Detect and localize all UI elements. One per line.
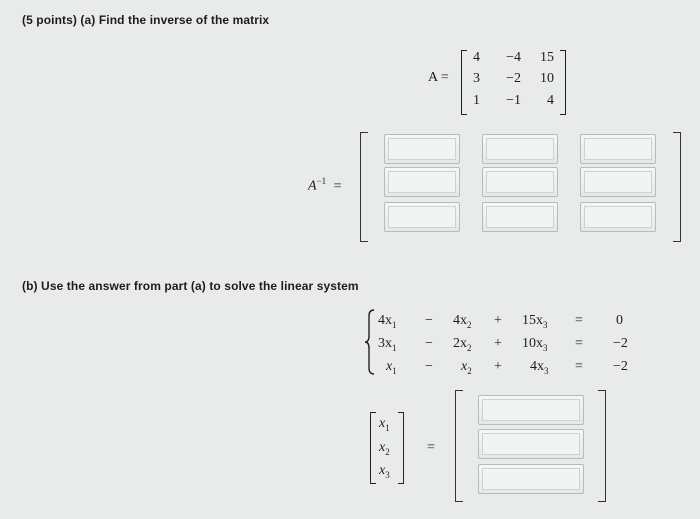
term-x1-coef: x xyxy=(386,359,393,374)
inverse-input-r2c1[interactable] xyxy=(384,167,460,197)
inverse-symbol: A xyxy=(308,178,317,194)
solution-input-x3[interactable] xyxy=(478,464,584,494)
operator: + xyxy=(494,359,502,374)
term-sub: 3 xyxy=(543,319,548,330)
matrix-a-right-bracket xyxy=(560,50,566,115)
rhs-value: −2 xyxy=(613,359,628,374)
inverse-superscript: −1 xyxy=(316,176,327,186)
solution-input-x1[interactable] xyxy=(478,395,584,425)
matrix-a-cell: −1 xyxy=(506,93,521,108)
equals: = xyxy=(575,359,583,374)
term-x2-coef: 2x xyxy=(453,336,467,351)
operator: − xyxy=(425,336,433,351)
solution-left-bracket xyxy=(455,390,463,502)
term-sub: 2 xyxy=(467,365,472,376)
vector-left-bracket xyxy=(370,412,376,484)
term-x2-coef: 4x xyxy=(453,313,467,328)
inverse-input-r3c1[interactable] xyxy=(384,202,460,232)
equals: = xyxy=(575,336,583,351)
matrix-a-cell: 4 xyxy=(547,93,554,108)
matrix-a-cell: 10 xyxy=(540,71,554,86)
matrix-a-cell: −4 xyxy=(506,50,521,65)
term-x2-coef: x xyxy=(461,359,468,374)
inverse-input-r2c2[interactable] xyxy=(482,167,558,197)
solution-right-bracket xyxy=(598,390,606,502)
term-x1-coef: 3x xyxy=(378,336,392,351)
solution-input-x2[interactable] xyxy=(478,429,584,459)
part-a-heading: (5 points) (a) Find the inverse of the matrix xyxy=(22,13,270,27)
inverse-input-r1c3[interactable] xyxy=(580,134,656,164)
term-sub: 1 xyxy=(392,342,397,353)
equals: = xyxy=(575,313,583,328)
term-sub: 3 xyxy=(543,342,548,353)
term-sub: 3 xyxy=(544,365,549,376)
matrix-a-label: A = xyxy=(428,70,449,85)
matrix-a-cell: 3 xyxy=(473,71,480,86)
term-x3-coef: 4x xyxy=(530,359,544,374)
inverse-input-r3c3[interactable] xyxy=(580,202,656,232)
operator: + xyxy=(494,336,502,351)
term-sub: 1 xyxy=(392,319,397,330)
inverse-input-r1c1[interactable] xyxy=(384,134,460,164)
vector-equals: = xyxy=(427,440,435,455)
vector-sub: 3 xyxy=(385,469,390,480)
inverse-label xyxy=(308,176,342,195)
vector-entry: x xyxy=(379,416,386,431)
term-sub: 2 xyxy=(467,342,472,353)
vector-sub: 2 xyxy=(385,446,390,457)
inverse-input-r2c3[interactable] xyxy=(580,167,656,197)
part-b-heading: (b) Use the answer from part (a) to solve the linear system xyxy=(22,279,359,293)
inverse-equals: = xyxy=(333,178,342,194)
term-x3-coef: 15x xyxy=(522,313,543,328)
inverse-input-r3c2[interactable] xyxy=(482,202,558,232)
vector-right-bracket xyxy=(398,412,404,484)
operator: − xyxy=(425,359,433,374)
matrix-a-cell: 4 xyxy=(473,50,480,65)
vector-entry: x xyxy=(379,440,386,455)
inverse-input-r1c2[interactable] xyxy=(482,134,558,164)
matrix-a-cell: 1 xyxy=(473,93,480,108)
operator: + xyxy=(494,313,502,328)
operator: − xyxy=(425,313,433,328)
vector-sub: 1 xyxy=(385,422,390,433)
rhs-value: 0 xyxy=(616,313,623,328)
rhs-value: −2 xyxy=(613,336,628,351)
system-brace xyxy=(364,308,376,376)
term-sub: 2 xyxy=(467,319,472,330)
term-x1-coef: 4x xyxy=(378,313,392,328)
term-sub: 1 xyxy=(392,365,397,376)
vector-entry: x xyxy=(379,463,386,478)
inverse-right-bracket xyxy=(673,132,681,242)
matrix-a-cell: 15 xyxy=(540,50,554,65)
inverse-left-bracket xyxy=(360,132,368,242)
matrix-a-cell: −2 xyxy=(506,71,521,86)
term-x3-coef: 10x xyxy=(522,336,543,351)
